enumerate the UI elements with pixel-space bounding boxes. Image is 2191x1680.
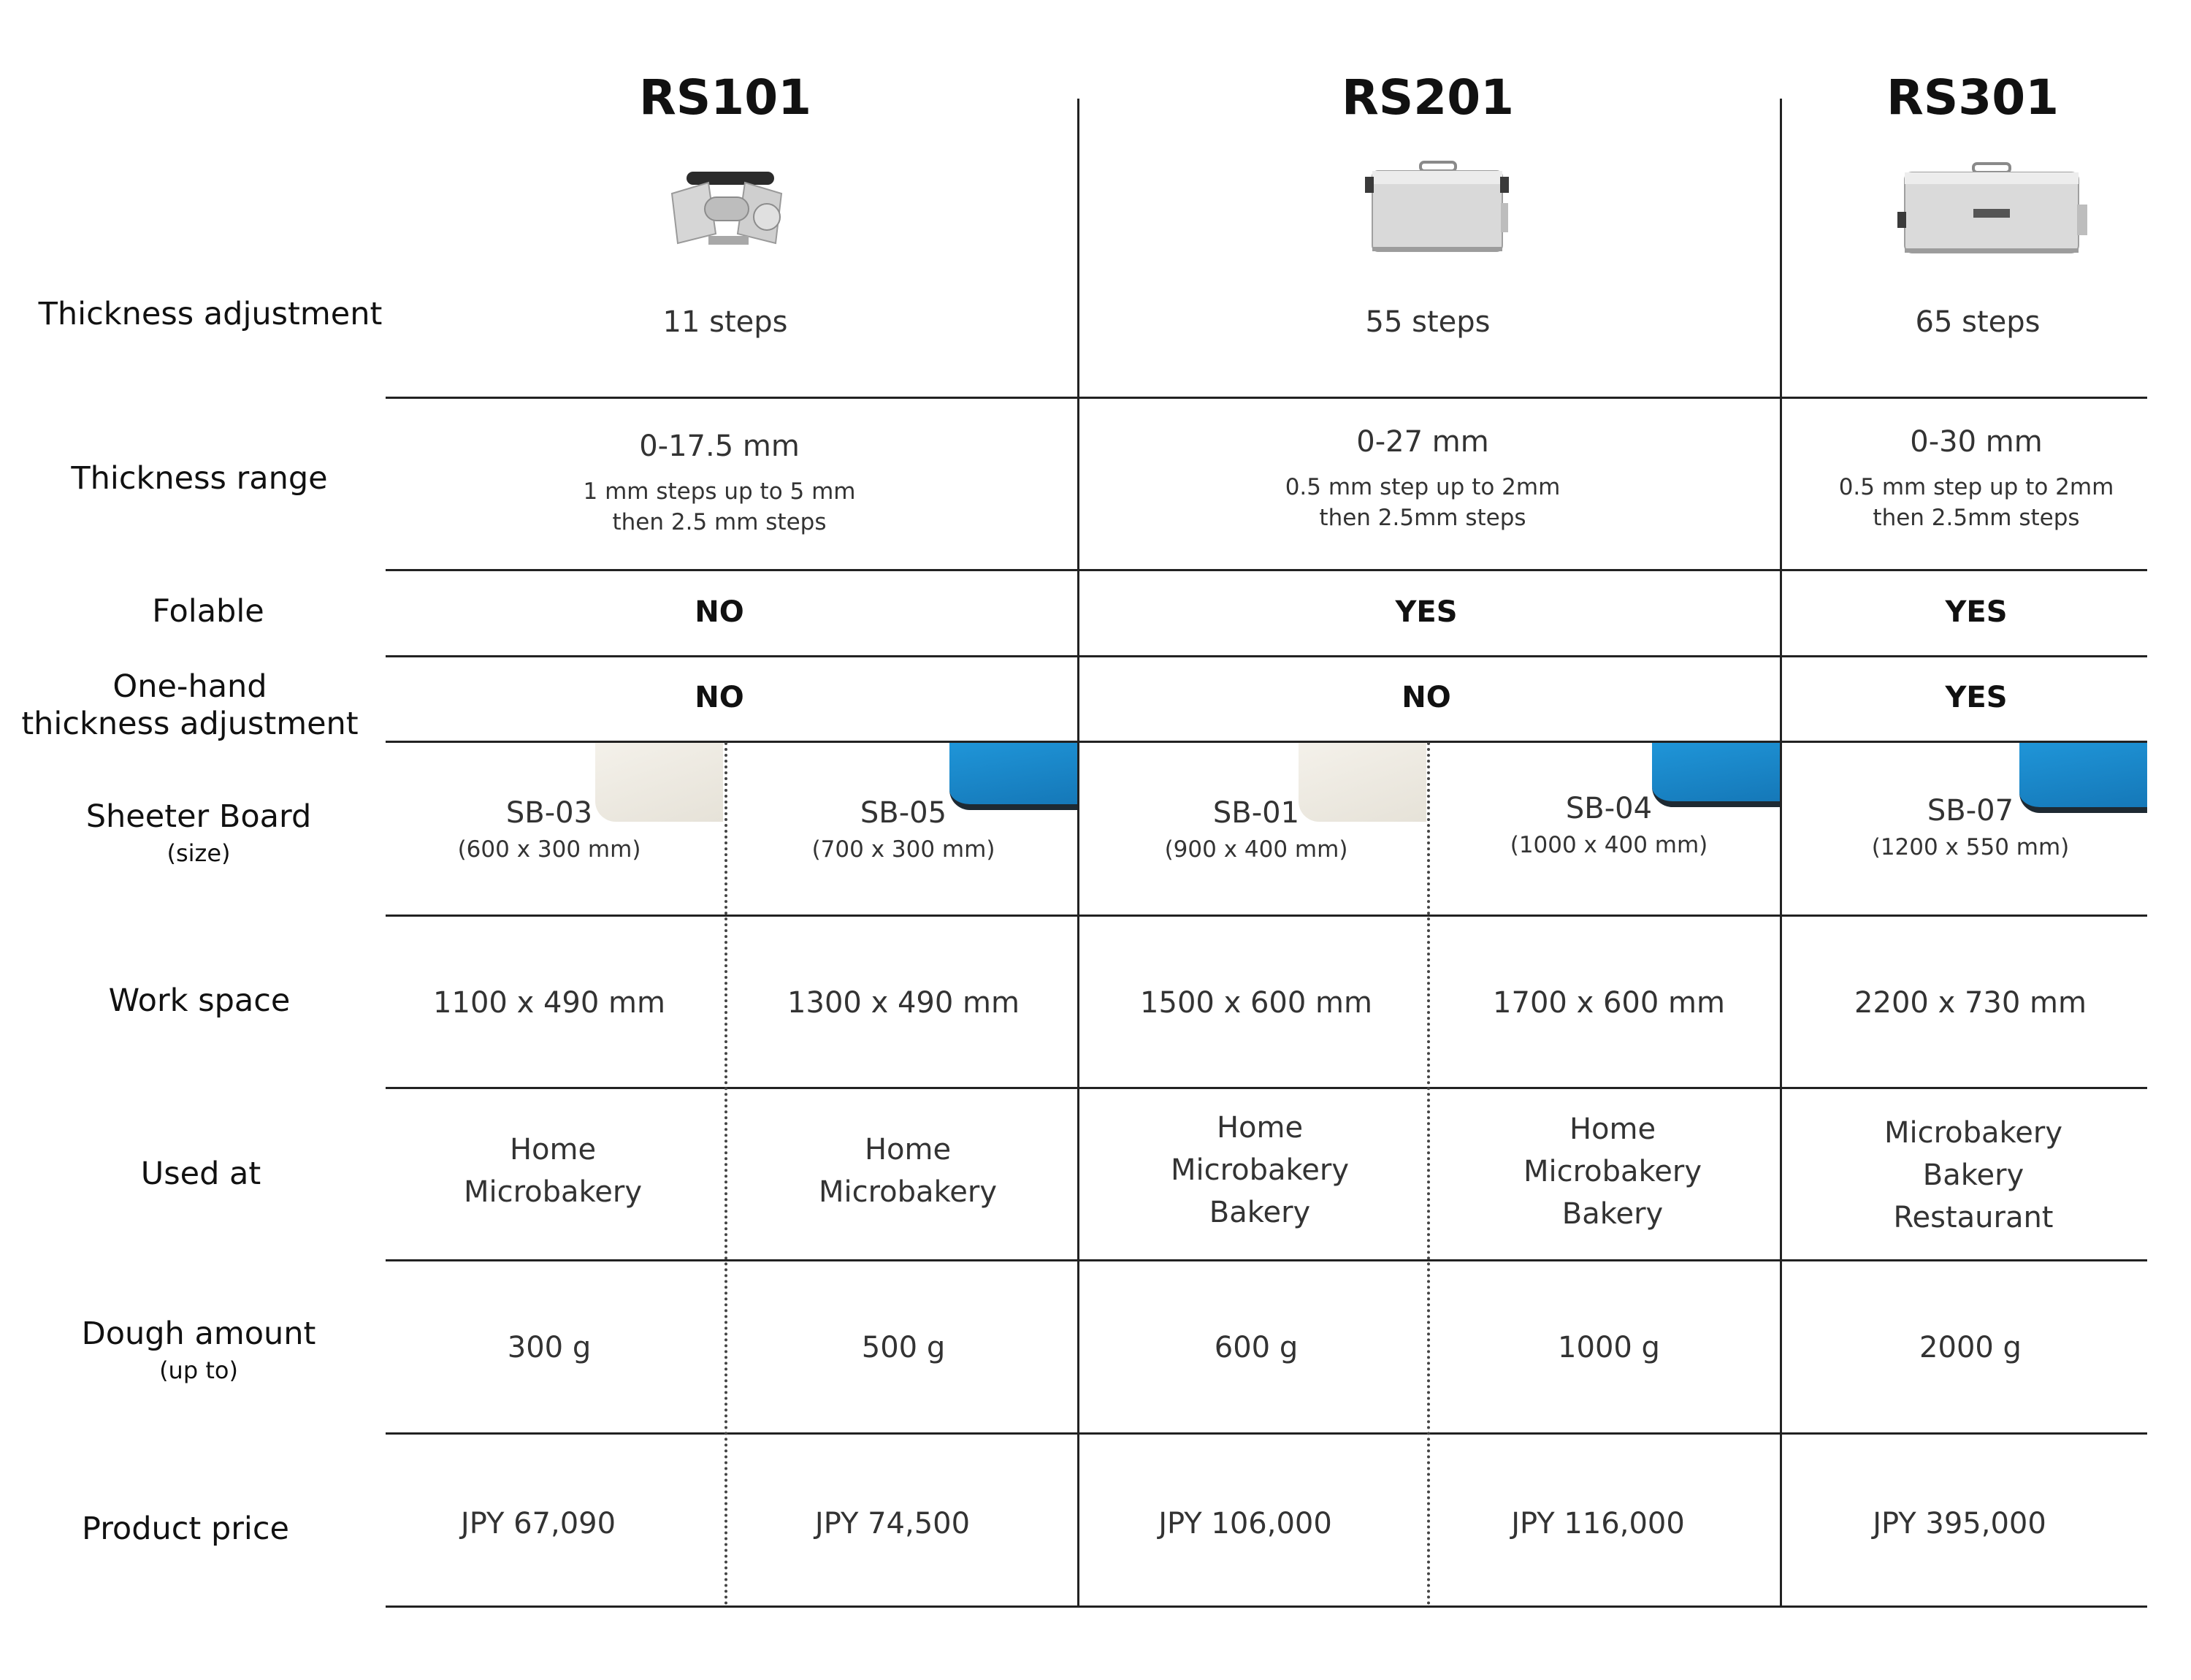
used-at-item: Microbakery [818, 1175, 998, 1209]
thickness-range-detail: 1 mm steps up to 5 mm [583, 478, 856, 505]
used-at-item: Home [509, 1133, 597, 1167]
one-hand-value: NO [695, 681, 744, 714]
sheeter-board-code: SB-04 [1565, 792, 1653, 825]
dough-amount-value: 600 g [1214, 1331, 1299, 1364]
row-label-sheeter-board [86, 798, 312, 867]
used-at-cell [819, 1129, 997, 1213]
row-label-thickness-range: Thickness range [71, 460, 328, 497]
sheeter-board-cell [458, 796, 641, 865]
used-at-item: Bakery [1922, 1158, 2024, 1192]
thickness-range-main: 0-17.5 mm [639, 429, 800, 463]
sheeter-board-cell [1165, 796, 1348, 865]
column-divider [1780, 99, 1782, 1607]
row-label-main: Dough amount [81, 1316, 316, 1352]
used-at-cell [1523, 1108, 1702, 1235]
used-at-item: Home [1216, 1111, 1304, 1145]
thickness-range-cell [1839, 425, 2114, 533]
used-at-item: Bakery [1209, 1196, 1311, 1229]
folable-value: YES [1945, 595, 2008, 629]
thickness-range-detail: 0.5 mm step up to 2mm [1285, 474, 1561, 500]
product-price-value: JPY 74,500 [814, 1507, 971, 1540]
thickness-adjustment-value: 65 steps [1915, 305, 2041, 339]
thickness-range-detail: then 2.5mm steps [1319, 505, 1526, 531]
row-label-line: thickness adjustment [21, 706, 359, 742]
work-space-value: 1100 x 490 mm [433, 986, 665, 1020]
row-label-folable: Folable [152, 593, 264, 630]
product-price-value: JPY 116,000 [1511, 1507, 1685, 1540]
used-at-item: Home [1569, 1112, 1656, 1146]
one-hand-value: YES [1945, 681, 2008, 714]
model-name-rs301: RS301 [1886, 69, 2060, 126]
sheeter-board-cell [1510, 792, 1708, 860]
used-at-item: Microbakery [1523, 1155, 1702, 1188]
rs201-machine-image [1362, 159, 1512, 258]
used-at-cell [464, 1129, 642, 1213]
used-at-cell [1884, 1112, 2062, 1239]
dough-amount-value: 1000 g [1558, 1331, 1660, 1364]
dough-amount-value: 500 g [861, 1331, 946, 1364]
sheeter-board-size: (700 x 300 mm) [811, 836, 995, 863]
product-price-value: JPY 395,000 [1873, 1507, 2046, 1540]
row-label-product-price: Product price [82, 1511, 289, 1547]
dough-amount-value: 2000 g [1919, 1331, 2022, 1364]
work-space-value: 1500 x 600 mm [1140, 986, 1372, 1020]
used-at-item: Microbakery [1170, 1153, 1350, 1187]
row-label-line: One-hand [112, 668, 267, 705]
sheeter-board-cell [1872, 794, 2070, 863]
one-hand-value: NO [1402, 681, 1451, 714]
row-divider [386, 1605, 2147, 1608]
thickness-range-main: 0-30 mm [1910, 425, 2043, 459]
thickness-range-cell [1285, 425, 1561, 533]
row-divider [386, 397, 2147, 399]
sheeter-board-size: (1200 x 550 mm) [1871, 834, 2070, 860]
used-at-item: Home [864, 1133, 952, 1167]
row-label-dough-amount [82, 1316, 316, 1384]
sheeter-board-size: (600 x 300 mm) [457, 836, 641, 863]
thickness-adjustment-value: 11 steps [662, 305, 788, 339]
row-divider [386, 1432, 2147, 1435]
rs301-machine-image [1893, 161, 2090, 259]
thickness-range-cell [583, 429, 855, 538]
used-at-item: Bakery [1561, 1197, 1664, 1231]
row-label-used-at: Used at [140, 1156, 261, 1192]
row-divider [386, 1259, 2147, 1261]
work-space-value: 1300 x 490 mm [787, 986, 1020, 1020]
product-price-value: JPY 106,000 [1158, 1507, 1332, 1540]
sheeter-board-code: SB-01 [1212, 796, 1300, 830]
thickness-range-detail: 0.5 mm step up to 2mm [1838, 474, 2114, 500]
row-label-main: Sheeter Board [85, 798, 312, 835]
sheeter-board-cell [812, 796, 995, 865]
row-label-work-space: Work space [108, 982, 291, 1019]
sheeter-board-size: (900 x 400 mm) [1164, 836, 1348, 863]
thickness-range-detail: then 2.5mm steps [1873, 505, 2080, 531]
work-space-value: 2200 x 730 mm [1854, 986, 2087, 1020]
board-variant-divider [1427, 742, 1430, 1605]
sheeter-board-code: SB-03 [505, 796, 593, 830]
column-divider [1077, 99, 1079, 1607]
model-name-rs101: RS101 [638, 69, 812, 126]
used-at-item: Microbakery [463, 1175, 643, 1209]
work-space-value: 1700 x 600 mm [1493, 986, 1725, 1020]
row-divider [386, 915, 2147, 917]
dough-amount-value: 300 g [507, 1331, 592, 1364]
model-name-rs201: RS201 [1341, 69, 1515, 126]
folable-value: YES [1395, 595, 1458, 629]
row-label-one-hand-adjustment [21, 668, 358, 743]
sheeter-board-size: (1000 x 400 mm) [1510, 832, 1708, 858]
used-at-cell [1171, 1107, 1349, 1234]
folable-value: NO [695, 595, 744, 629]
sheeter-board-code: SB-05 [860, 796, 947, 830]
thickness-range-detail: then 2.5 mm steps [612, 509, 827, 535]
row-divider [386, 655, 2147, 657]
sheeter-board-code: SB-07 [1927, 794, 2014, 828]
row-label-sub: (size) [167, 839, 231, 867]
board-variant-divider [724, 742, 727, 1605]
row-label-thickness-adjustment: Thickness adjustment [38, 296, 383, 332]
row-label-sub: (up to) [159, 1356, 238, 1384]
used-at-item: Microbakery [1884, 1116, 2063, 1150]
thickness-adjustment-value: 55 steps [1365, 305, 1491, 339]
product-price-value: JPY 67,090 [460, 1507, 616, 1540]
used-at-item: Restaurant [1893, 1201, 2054, 1234]
thickness-range-main: 0-27 mm [1356, 425, 1489, 459]
row-divider [386, 1087, 2147, 1089]
row-divider [386, 569, 2147, 571]
rs101-machine-image [665, 164, 789, 256]
